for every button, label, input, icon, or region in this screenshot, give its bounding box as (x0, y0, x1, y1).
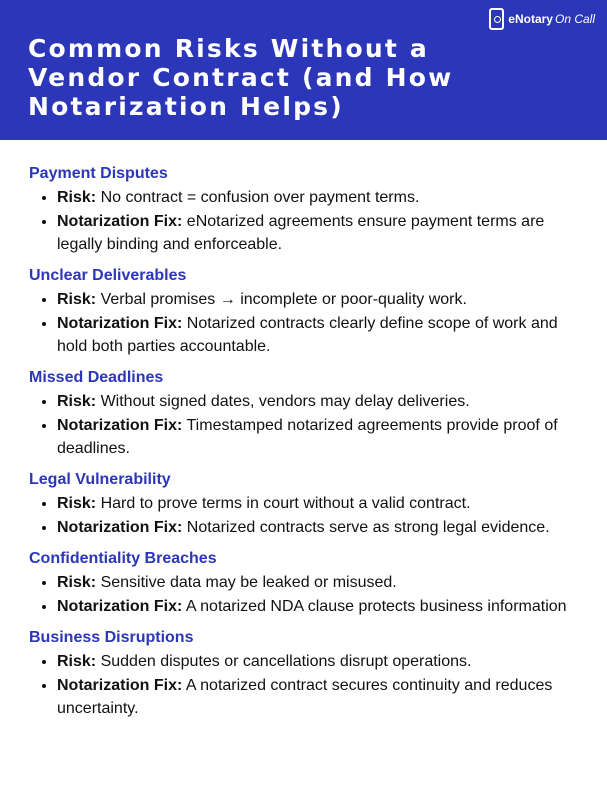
fix-item (57, 595, 589, 618)
risk-item (57, 288, 589, 311)
section-title: Payment Disputes (29, 165, 168, 182)
section-title: Business Disruptions (29, 629, 194, 646)
fix-text: eNotarized agreements ensure payment terms are legally binding and enforceable. (57, 213, 545, 253)
risk-label: Risk: (57, 653, 97, 670)
risk-text: Sudden disputes or cancellations disrupt operations. (100, 653, 472, 670)
section-confidentiality-breaches (29, 548, 589, 618)
fix-text: Notarized contracts serve as strong legal evidence. (186, 519, 550, 536)
page-title: Common Risks Without a Vendor Contract (and How Notarization Helps) (28, 34, 454, 121)
section-unclear-deliverables (29, 265, 589, 358)
fix-item (57, 210, 589, 256)
fix-item (57, 414, 589, 460)
bullet-list (29, 571, 589, 618)
section-business-disruptions (29, 627, 589, 720)
fix-text: A notarized contract secures continuity and reduces uncertainty. (57, 677, 553, 717)
header-banner (0, 0, 607, 140)
fix-label: Notarization Fix: (57, 315, 183, 332)
bullet-list (29, 288, 589, 358)
bullet-list (29, 186, 589, 256)
risk-item (57, 650, 589, 673)
fix-label: Notarization Fix: (57, 519, 183, 536)
risk-label: Risk: (57, 291, 97, 308)
risk-item (57, 390, 589, 413)
section-title: Confidentiality Breaches (29, 550, 217, 567)
brand-logo (489, 8, 595, 30)
bullet-list (29, 650, 589, 720)
risk-text: No contract = confusion over payment terms. (100, 189, 420, 206)
fix-label: Notarization Fix: (57, 417, 183, 434)
section-title: Unclear Deliverables (29, 267, 187, 284)
fix-text: Timestamped notarized agreements provide proof of deadlines. (57, 417, 558, 457)
fix-item (57, 674, 589, 720)
section-title: Missed Deadlines (29, 369, 164, 386)
fix-label: Notarization Fix: (57, 677, 183, 694)
bullet-list (29, 390, 589, 460)
fix-label: Notarization Fix: (57, 598, 183, 615)
section-payment-disputes (29, 163, 589, 256)
section-legal-vulnerability (29, 469, 589, 539)
risk-label: Risk: (57, 574, 97, 591)
risk-list (29, 163, 589, 729)
risk-text: Hard to prove terms in court without a valid contract. (100, 495, 471, 512)
risk-label: Risk: (57, 495, 97, 512)
risk-item (57, 186, 589, 209)
risk-text: Without signed dates, vendors may delay deliveries. (100, 393, 470, 410)
risk-item (57, 571, 589, 594)
fix-text: A notarized NDA clause protects business information (185, 598, 567, 615)
brand-name-light: On Call (554, 12, 595, 26)
fix-text: Notarized contracts clearly define scope of work and hold both parties accountable. (57, 315, 558, 355)
section-missed-deadlines (29, 367, 589, 460)
bullet-list (29, 492, 589, 539)
risk-label: Risk: (57, 393, 97, 410)
risk-item (57, 492, 589, 515)
fix-label: Notarization Fix: (57, 213, 183, 230)
fix-item (57, 312, 589, 358)
risk-text: Sensitive data may be leaked or misused. (100, 574, 397, 591)
brand-name-bold: eNotary (508, 12, 553, 26)
brand-name (508, 12, 595, 26)
risk-label: Risk: (57, 189, 97, 206)
risk-text: Verbal promises → incomplete or poor-quality work. (100, 291, 467, 308)
fix-item (57, 516, 589, 539)
section-title: Legal Vulnerability (29, 471, 171, 488)
phone-notary-icon (489, 8, 504, 30)
